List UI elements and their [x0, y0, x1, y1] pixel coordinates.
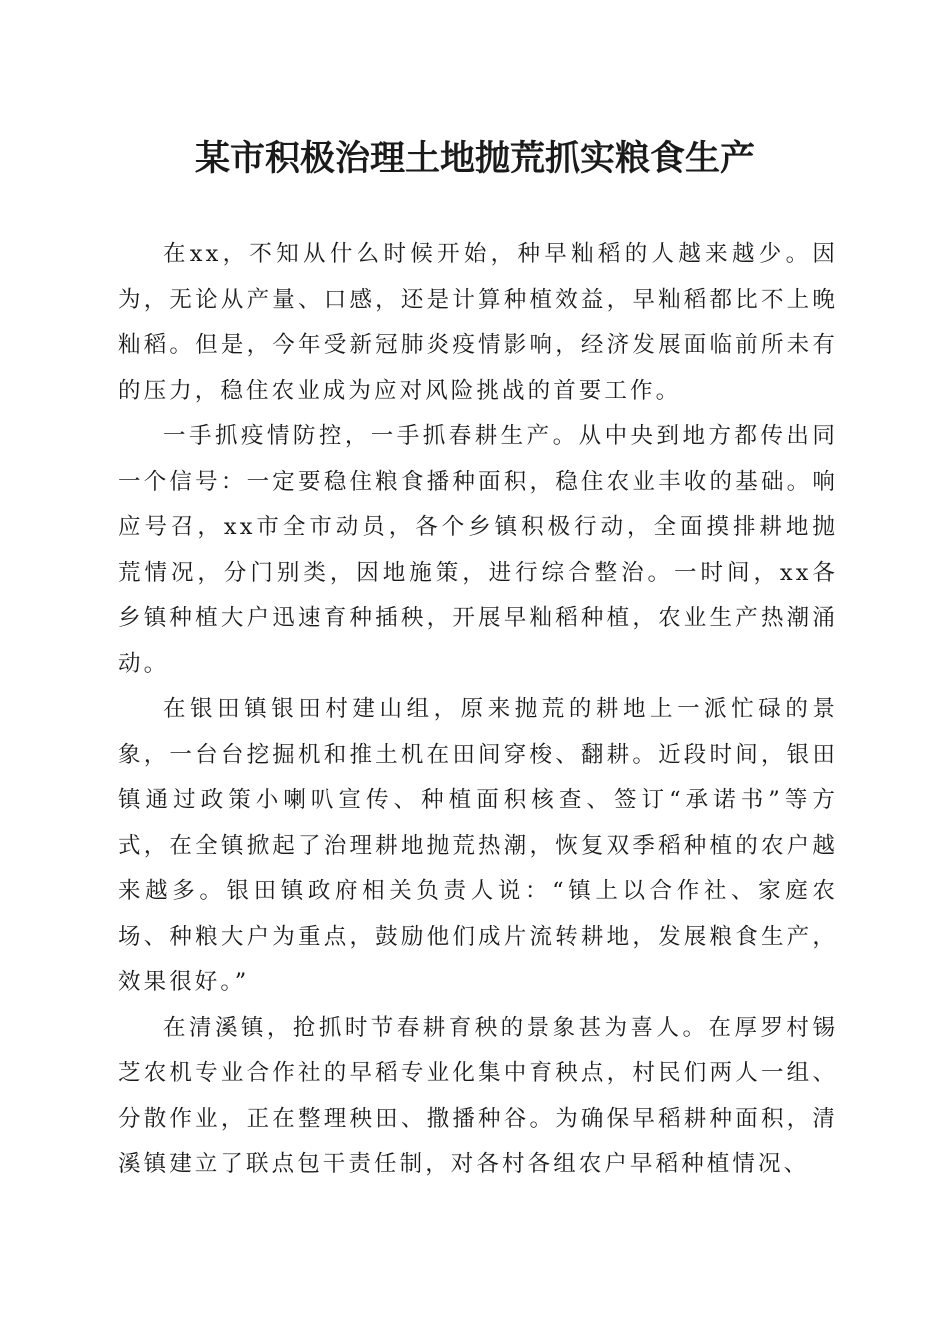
- paragraph: 一手抓疫情防控，一手抓春耕生产。从中央到地方都传出同一个信号：一定要稳住粮食播种面积，稳住农业丰收的基础。响应号召，xx市全市动员，各个乡镇积极行动，全面摸排耕地抛荒情况，分门别类，因地施策，进行综合整治。一时间，xx各乡镇种植大户迅速育种插秧，开展早籼稻种植，农业生产热潮涌动。: [118, 423, 838, 677]
- document-title: 某市积极治理土地抛荒抓实粮食生产: [194, 138, 755, 179]
- paragraph: 在xx，不知从什么时候开始，种早籼稻的人越来越少。因为，无论从产量、口感，还是计算种植效益，早籼稻都比不上晚籼稻。但是，今年受新冠肺炎疫情影响，经济发展面临前所未有的压力，稳住农业成为应对风险挑战的首要工作。: [118, 241, 838, 404]
- paragraph: 在银田镇银田村建山组，原来抛荒的耕地上一派忙碌的景象，一台台挖掘机和推土机在田间穿梭、翻耕。近段时间，银田镇通过政策小喇叭宣传、种植面积核查、签订“承诺书”等方式，在全镇掀起了治理耕地抛荒热潮，恢复双季稻种植的农户越来越多。银田镇政府相关负责人说：“镇上以合作社、家庭农场、种粮大户为重点，鼓励他们成片流转耕地，发展粮食生产，效果很好。”: [118, 696, 838, 995]
- document-body: [118, 232, 838, 1188]
- paragraph: 在清溪镇，抢抓时节春耕育秧的景象甚为喜人。在厚罗村锡芝农机专业合作社的早稻专业化集中育秧点，村民们两人一组、分散作业，正在整理秧田、撒播种谷。为确保早稻耕种面积，清溪镇建立了联点包干责任制，对各村各组农户早稻种植情况、: [118, 1014, 838, 1177]
